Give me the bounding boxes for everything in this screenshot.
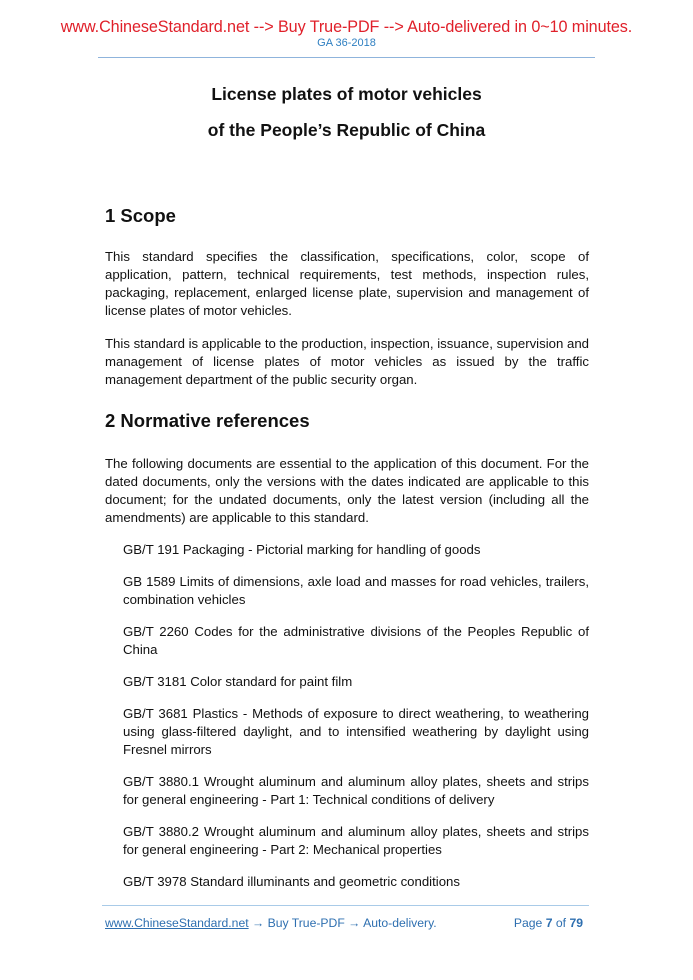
section-heading-scope: 1 Scope <box>105 205 176 226</box>
footer-divider <box>102 905 589 906</box>
reference-item: GB/T 3978 Standard illuminants and geometric conditions <box>123 874 460 889</box>
page-footer <box>105 916 589 930</box>
footer-tagline: → Buy True-PDF → Auto-delivery. <box>248 916 437 930</box>
section-heading-normative-references: 2 Normative references <box>105 410 310 431</box>
reference-item: GB/T 191 Packaging - Pictorial marking for handling of goods <box>123 542 481 557</box>
document-code: GA 36-2018 <box>317 37 376 49</box>
page-indicator <box>514 916 583 930</box>
reference-item: GB/T 3880.1 Wrought aluminum and aluminum alloy plates, sheets and strips for general engineering - Part 1: Technical conditions of delivery <box>123 774 589 807</box>
footer-website-link[interactable]: www.ChineseStandard.net <box>105 916 249 930</box>
of-label: of <box>552 916 570 930</box>
reference-item: GB/T 3880.2 Wrought aluminum and aluminum alloy plates, sheets and strips for general engineering - Part 2: Mechanical properties <box>123 824 589 857</box>
scope-paragraph-2: This standard is applicable to the production, inspection, issuance, supervision and management of license plates of motor vehicles as issued by the traffic management department of the public security organ. <box>105 336 589 387</box>
reference-item: GB/T 2260 Codes for the administrative divisions of the Peoples Republic of China <box>123 624 589 657</box>
page-label: Page <box>513 916 546 930</box>
reference-item: GB/T 3681 Plastics - Methods of exposure to direct weathering, to weathering using glass-filtered daylight, and to intensified weathering by daylight using Fresnel mirrors <box>123 706 589 757</box>
current-page: 7 <box>545 916 553 930</box>
reference-item: GB/T 3181 Color standard for paint film <box>123 674 353 689</box>
references-intro-paragraph: The following documents are essential to the application of this document. For the dated documents, only the versions with the dates indicated are applicable to this document; for the undated documents, only the latest version (including all the amendments) are applicable to this standard. <box>105 456 589 525</box>
document-title-line2: of the People’s Republic of China <box>207 120 486 140</box>
header-divider <box>98 57 595 58</box>
document-title-line1: License plates of motor vehicles <box>211 84 482 104</box>
reference-item: GB 1589 Limits of dimensions, axle load and masses for road vehicles, trailers, combination vehicles <box>123 574 589 607</box>
scope-paragraph-1: This standard specifies the classification, specifications, color, scope of application, pattern, technical requirements, test methods, inspection rules, packaging, replacement, enlarged license plate, supervision and management of license plates of motor vehicles. <box>105 249 589 318</box>
total-pages: 79 <box>569 916 583 930</box>
promo-banner: www.ChineseStandard.net --> Buy True-PDF --> Auto-delivered in 0~10 minutes. <box>60 18 633 36</box>
